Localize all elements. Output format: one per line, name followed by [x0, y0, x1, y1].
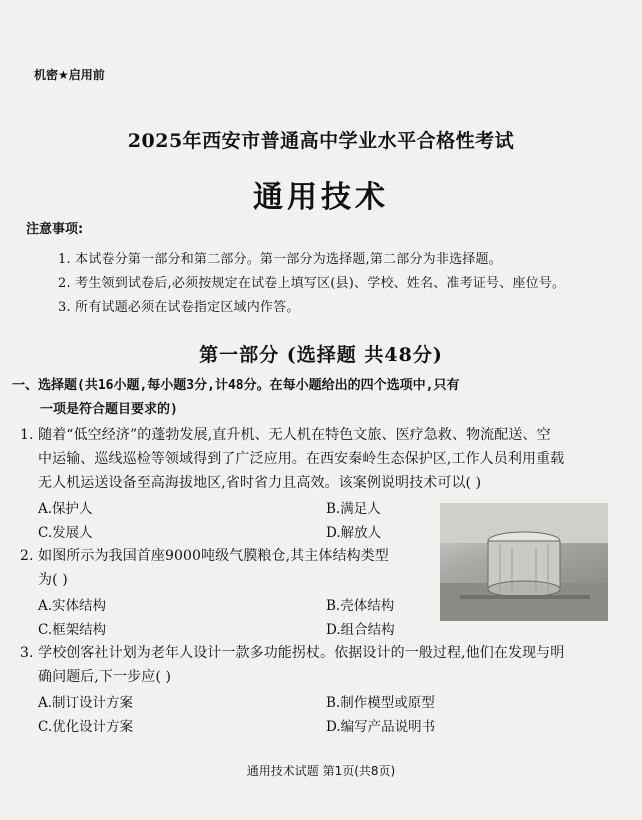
part-one-heading: 第一部分 (选择题 共48分) [199, 344, 443, 366]
question-3-option-b: B.制作模型或原型 [326, 695, 435, 711]
notice-heading: 注意事项: [26, 222, 84, 237]
question-1-line: 无人机运送设备至高海拔地区,省时省力且高效。该案例说明技术可以( ) [38, 475, 482, 491]
question-1-line: 1. 随着“低空经济”的蓬勃发展,直升机、无人机在特色文旅、医疗急救、物流配送、空 [20, 427, 551, 443]
question-1-option-a: A.保护人 [38, 501, 93, 517]
subject-title: 通用技术 [253, 180, 389, 215]
question-2-option-d: D.组合结构 [326, 622, 395, 638]
question-3-option-a: A.制订设计方案 [38, 695, 134, 711]
confidential-label: 机密★启用前 [34, 68, 105, 82]
question-3-line: 3. 学校创客社计划为老年人设计一款多功能拐杖。依据设计的一般过程,他们在发现与明 [20, 645, 565, 661]
question-1-option-d: D.解放人 [326, 525, 382, 541]
granary-illustration [440, 503, 608, 621]
notice-item: 2. 考生领到试卷后,必须按规定在试卷上填写区(县)、学校、姓名、准考证号、座位号。 [58, 276, 566, 291]
question-3-option-c: C.优化设计方案 [38, 719, 134, 735]
question-3-line: 确问题后,下一步应( ) [38, 669, 172, 685]
granary-photo [440, 503, 608, 621]
question-1-line: 中运输、巡线巡检等领域得到了广泛应用。在西安秦岭生态保护区,工作人员利用重载 [38, 451, 565, 467]
section-intro: 一、选择题(共16小题,每小题3分,计48分。在每小题给出的四个选项中,只有 [12, 378, 460, 393]
question-2-option-c: C.框架结构 [38, 622, 107, 638]
question-2-option-a: A.实体结构 [38, 598, 107, 614]
question-2-line: 为( ) [38, 572, 68, 588]
section-intro-continued: 一项是符合题目要求的) [40, 402, 178, 417]
notice-item: 1. 本试卷分第一部分和第二部分。第一部分为选择题,第二部分为非选择题。 [58, 252, 502, 267]
page-footer: 通用技术试题 第1页(共8页) [246, 764, 396, 778]
question-2-option-b: B.壳体结构 [326, 598, 395, 614]
question-3-option-d: D.编写产品说明书 [326, 719, 436, 735]
question-1-option-b: B.满足人 [326, 501, 381, 517]
question-2-line: 2. 如图所示为我国首座9000吨级气膜粮仓,其主体结构类型 [20, 548, 389, 564]
exam-title: 2025年西安市普通高中学业水平合格性考试 [127, 130, 515, 152]
notice-item: 3. 所有试题必须在试卷指定区域内作答。 [58, 300, 300, 315]
question-1-option-c: C.发展人 [38, 525, 93, 541]
